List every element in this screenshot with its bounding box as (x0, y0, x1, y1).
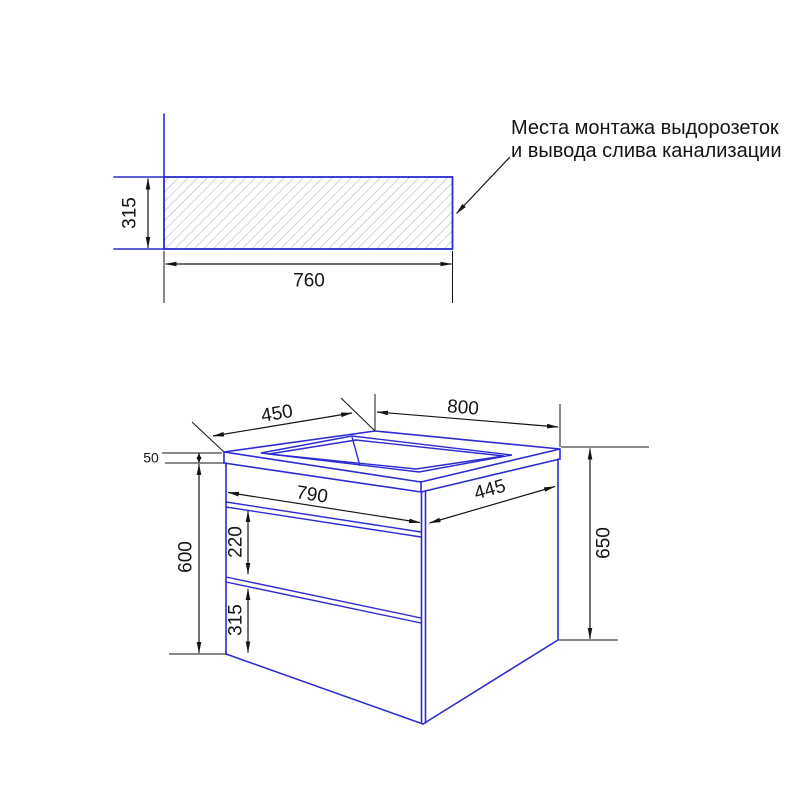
dimension-cutout-width (164, 251, 453, 303)
dimension-label-50: 50 (143, 449, 159, 466)
dimension-label-315-cabinet: 315 (225, 604, 247, 636)
dimension-label-315-top: 315 (119, 197, 141, 229)
dimension-upper-drawer-height (226, 511, 249, 574)
leader-arrow-line (457, 157, 511, 214)
dimension-lower-drawer-height (226, 589, 249, 653)
dimension-label-450: 450 (259, 401, 295, 427)
countertop-bottom-edge (224, 459, 560, 492)
cabinet-body-outline (226, 459, 558, 724)
mini-arrow-down (197, 457, 202, 463)
dimension-label-790: 790 (294, 482, 330, 508)
dimension-total-height (559, 447, 649, 640)
drawer-gap1-bottom-line (226, 507, 421, 537)
dimension-label-600: 600 (175, 541, 197, 573)
side-panel-bottom-edge (423, 640, 558, 724)
dimension-label-760: 760 (293, 270, 325, 292)
mounting-zone-hatched-rect (164, 177, 453, 249)
countertop-outline (224, 431, 560, 492)
dimension-countertop-thickness (143, 450, 224, 466)
countertop-top-face (224, 431, 560, 482)
dimension-body-height (169, 464, 226, 654)
dimension-label-800: 800 (446, 396, 480, 420)
dimension-label-650: 650 (593, 527, 615, 559)
drawer-gap2-top-line (226, 577, 421, 618)
cabinet-front-bottom-edge (226, 654, 423, 724)
annotation-callout (457, 117, 782, 214)
dimension-label-220: 220 (225, 526, 247, 558)
dimension-countertop-width (375, 394, 560, 447)
dimension-label-445: 445 (471, 475, 509, 505)
sink-basin-slope-line (352, 437, 360, 466)
dimension-side-depth (430, 476, 556, 523)
drawer-gap2-bottom-line (226, 582, 421, 623)
annotation-line2: и вывода слива канализации (511, 140, 782, 162)
top-view-cutout (114, 114, 453, 303)
dimension-cutout-depth (120, 179, 149, 249)
cabinet-perspective-view (143, 394, 649, 724)
annotation-line1: Места монтажа выдорозеток (511, 117, 779, 139)
extension-line-left (192, 422, 224, 452)
